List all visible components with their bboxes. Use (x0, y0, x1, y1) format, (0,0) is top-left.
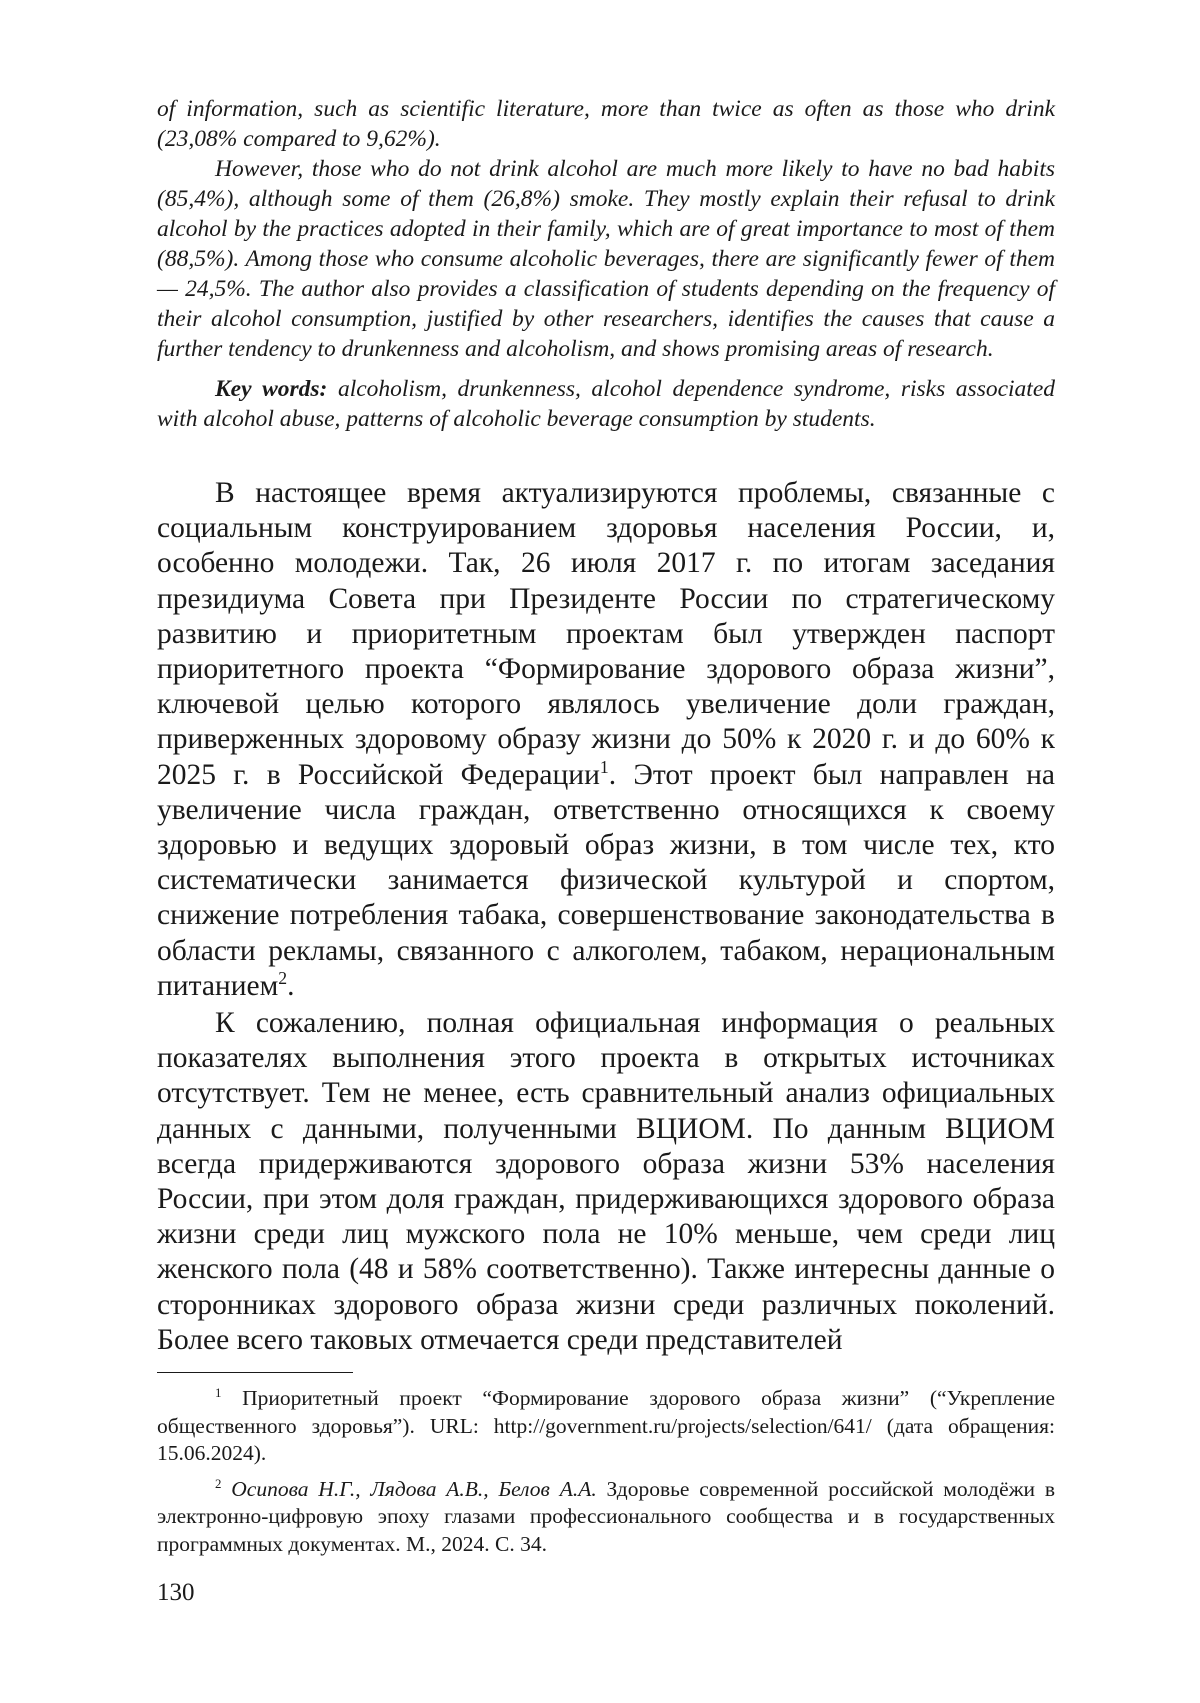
footnote-ref-2[interactable]: 2 (278, 968, 288, 989)
keywords-text: alcoholism, drunkenness, alcohol dependence syndrome, risks associated with alcohol abuse, patterns of alcoholic beverage consumption by students. (157, 376, 1056, 432)
body-paragraph-2: К сожалению, полная официальная информация о реальных показателях выполнения этого проекта в открытых источниках отсутствует. Тем не менее, есть сравнительный анализ официальных данных с данными, полученными ВЦИОМ. По данным ВЦИОМ всегда придерживаются здорового образа жизни 53% населения России, при этом доля граждан, придерживающихся здорового образа жизни среди лиц мужского пола не 10% меньше, чем среди лиц женского пола (48 и 58% соответственно). Также интересны данные о сторонниках здорового образа жизни среди различных поколений. Более всего таковых отмечается среди представителей (157, 1007, 1055, 1356)
footnote-2 (157, 1476, 1055, 1559)
body-paragraph-1-part-b: . Этот проект был направлен на увеличение числа граждан, ответственно относящихся к своему здоровью и ведущих здоровый образ жизни, в том числе тех, кто систематически занимается физической культурой и спортом, снижение потребления табака, совершенствование законодательства в области рекламы, связанного с алкоголем, табаком, нерациональным питанием (157, 758, 1055, 1002)
footnote-marker-1: 1 (215, 1385, 222, 1400)
footnote-2-authors: Осипова Н.Г., Лядова А.В., Белов А.А. (221, 1476, 597, 1501)
body-paragraph-1-part-c: . (287, 969, 295, 1002)
article-body (157, 476, 1055, 1358)
body-paragraph-1-part-a: В настоящее время актуализируются проблемы, связанные с социальным конструированием здоровья населения России, и, особенно молодежи. Так, 26 июля 2017 г. по итогам заседания президиума Совета при Президенте России по стратегическому развитию и приоритетным проектам был утвержден паспорт приоритетного проекта “Формирование здорового образа жизни”, ключевой целью которого являлось увеличение доли граждан, приверженных здоровому образу жизни до 50% к 2020 г. и до 60% к 2025 г. в Российской Федерации (157, 477, 1055, 791)
keywords-label: Key words: (215, 376, 328, 402)
english-abstract (157, 94, 1055, 364)
page-number: 130 (157, 1579, 195, 1606)
body-paragraph-1 (157, 476, 1055, 1004)
footnote-ref-1[interactable]: 1 (599, 756, 609, 777)
page-content (157, 94, 1055, 1558)
abstract-paragraph-2: However, those who do not drink alcohol are much more likely to have no bad habits (85,4%), although some of them (26,8%) smoke. They mostly explain their refusal to drink alcohol by the practices adopted in their family, which are of great importance to most of them (88,5%). Among those who consume alcoholic beverages, there are significantly fewer of them — 24,5%. The author also provides a classification of students depending on the frequency of their alcohol consumption, justified by other researchers, identifies the causes that cause a further tendency to drunkenness and alcoholism, and shows promising areas of research. (157, 156, 1055, 362)
footnote-1-text: Приоритетный проект “Формирование здорового образа жизни” (“Укрепление общественного здоровья”). URL: http://government.ru/projects/selection/641/ (дата обращения: 15.06.2024). (157, 1386, 1055, 1466)
footnote-marker-2: 2 (215, 1476, 222, 1491)
footnote-separator (157, 1372, 353, 1373)
abstract-paragraph-1: of information, such as scientific literature, more than twice as often as those who drink (23,08% compared to 9,62%). (157, 96, 1055, 152)
footnote-2-text: Здоровье современной российской молодёжи в электронно-цифровую эпоху глазами профессионального сообщества и в государственных программных документах. М., 2024. С. 34. (157, 1476, 1056, 1556)
footnote-1 (157, 1385, 1055, 1468)
keywords (157, 374, 1055, 434)
